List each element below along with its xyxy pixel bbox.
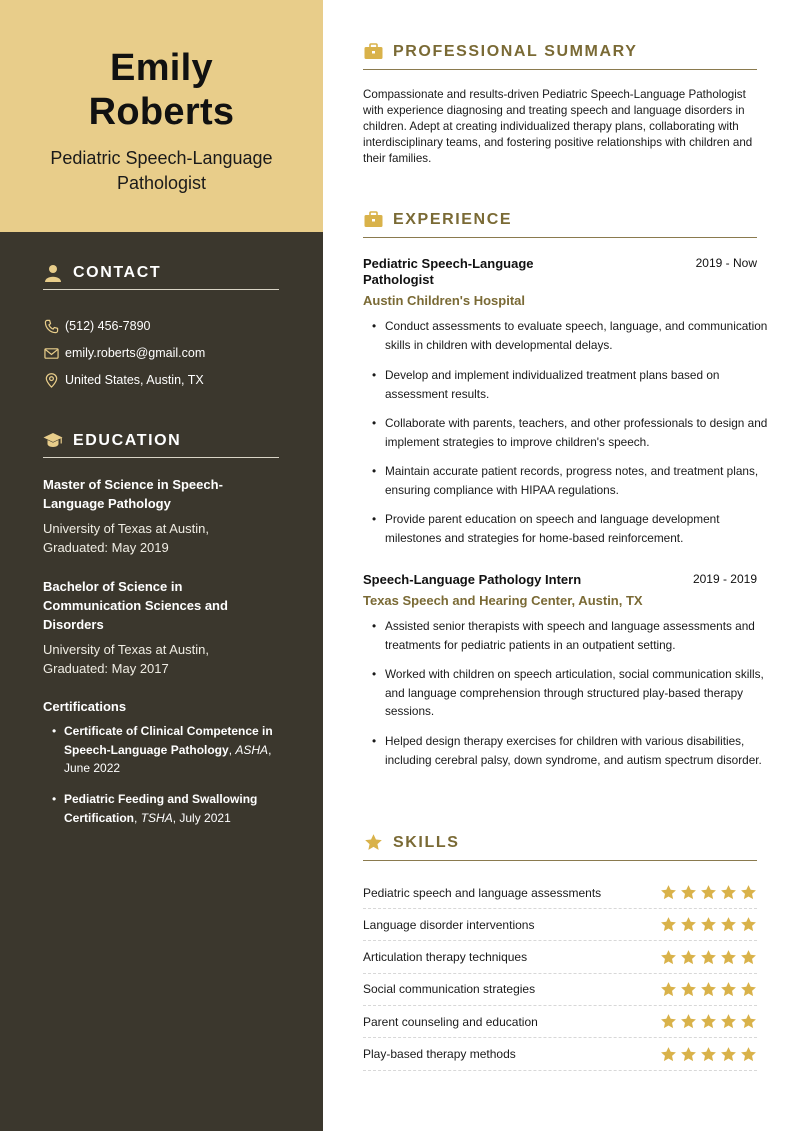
skill-row (363, 1039, 757, 1071)
phone-text: (512) 456-7890 (65, 319, 151, 333)
star-icon (720, 1013, 737, 1030)
star-icon (660, 1046, 677, 1063)
star-icon (720, 981, 737, 998)
certification-item: • Certificate of Clinical Competence in Speech-Language Pathology, ASHA, June 2022 (64, 722, 289, 778)
skills-heading-row (363, 833, 757, 861)
summary-heading: PROFESSIONAL SUMMARY (393, 42, 638, 60)
degree-1-title: Master of Science in Speech-Language Pathology (43, 477, 223, 511)
star-icon (740, 916, 757, 933)
degree-2-title: Bachelor of Science in Communication Sciences and Disorders (43, 579, 228, 632)
job-1-role: Pediatric Speech-Language Pathologist (363, 256, 534, 287)
user-icon (43, 263, 63, 283)
phone-icon (43, 318, 59, 334)
certifications-heading: Certifications (43, 699, 127, 714)
star-icon (740, 949, 757, 966)
mail-icon (43, 345, 59, 361)
contact-phone[interactable] (43, 318, 150, 334)
experience-section (363, 210, 757, 238)
star-icon (720, 916, 737, 933)
star-icon (720, 949, 737, 966)
certification-1-name: Certificate of Clinical Competence in Speech-Language Pathology (64, 724, 273, 757)
skills-heading: SKILLS (393, 833, 460, 851)
star-icon (700, 949, 717, 966)
summary-section (363, 42, 757, 70)
skill-name: Social communication strategies (363, 982, 536, 997)
education-heading-row (43, 430, 279, 458)
star-icon (680, 981, 697, 998)
skill-row (363, 877, 757, 909)
star-icon (660, 981, 677, 998)
contact-heading: CONTACT (73, 263, 162, 281)
education-section (43, 430, 279, 825)
skills-section (363, 833, 757, 861)
education-heading: EDUCATION (73, 431, 182, 449)
summary-heading-row (363, 42, 757, 70)
skill-name: Language disorder interventions (363, 917, 535, 932)
briefcase-icon (363, 210, 383, 230)
job-1-dates: 2019 - Now (695, 256, 757, 270)
contact-email[interactable] (43, 345, 205, 361)
star-icon (700, 1046, 717, 1063)
star-icon (740, 1013, 757, 1030)
job-1-bullet: • Provide parent education on speech and language development milestones and strategies for home-based reinforcement. (385, 510, 755, 547)
star-icon (660, 884, 677, 901)
star-icon (740, 981, 757, 998)
job-2-organization: Texas Speech and Hearing Center, Austin, TX (363, 593, 643, 608)
skill-name: Articulation therapy techniques (363, 950, 528, 965)
location-pin-icon (43, 372, 59, 388)
degree-1-graduated: Graduated: May 2019 (43, 540, 169, 555)
star-icon (680, 916, 697, 933)
star-icon (660, 916, 677, 933)
star-icon (720, 1046, 737, 1063)
star-icon (740, 1046, 757, 1063)
skill-name: Play-based therapy methods (363, 1047, 516, 1061)
star-icon (740, 884, 757, 901)
graduation-cap-icon (43, 431, 63, 451)
certification-2-name: Pediatric Feeding and Swallowing Certification (64, 792, 258, 825)
degree-2-school: University of Texas at Austin, (43, 642, 209, 657)
skill-rating (660, 981, 757, 998)
job-2-bullet: • Worked with children on speech articulation, social communication skills, and language comprehension through structured play-based therapy sessions. (385, 665, 765, 721)
name-header (0, 0, 323, 232)
candidate-name: Emily Roberts (88, 47, 235, 133)
skill-row (363, 909, 757, 941)
star-icon (680, 1013, 697, 1030)
star-icon (700, 884, 717, 901)
job-2-dates: 2019 - 2019 (692, 572, 757, 586)
job-1-bullet: • Develop and implement individualized treatment plans based on assessment results. (385, 366, 755, 403)
email-text: emily.roberts@gmail.com (65, 346, 206, 360)
star-icon (660, 1013, 677, 1030)
star-icon (700, 916, 717, 933)
star-icon (680, 949, 697, 966)
location-text: United States, Austin, TX (65, 373, 204, 387)
star-icon (700, 981, 717, 998)
candidate-title: Pediatric Speech-Language Pathologist (50, 148, 273, 193)
skill-rating (660, 916, 757, 933)
star-icon (680, 884, 697, 901)
job-2-role: Speech-Language Pathology Intern (363, 572, 582, 587)
skill-rating (660, 884, 757, 901)
contact-location (43, 372, 204, 388)
skill-rating (660, 1046, 757, 1063)
job-2-bullet: • Assisted senior therapists with speech and language assessments and treatments for pediatric patients in an outpatient setting. (385, 617, 765, 654)
certification-1-issuer: ASHA (235, 742, 269, 757)
star-icon (363, 833, 383, 853)
summary-text: Compassionate and results-driven Pediatric Speech-Language Pathologist with experience diagnosing and treating speech and language disorders in children. Adept at creating individualized therapy plans, collaborating with interdisciplinary teams, and fostering positive relationships with children and their families. (363, 88, 753, 165)
contact-heading-row (43, 262, 279, 290)
certification-item: • Pediatric Feeding and Swallowing Certification, TSHA, July 2021 (64, 790, 289, 827)
skill-row (363, 1006, 757, 1038)
star-icon (700, 1013, 717, 1030)
job-1-bullet: • Collaborate with parents, teachers, and other professionals to design and implement strategies to improve children's speech. (385, 414, 770, 451)
contact-section (43, 262, 279, 290)
star-icon (720, 884, 737, 901)
certification-1-date: June 2022 (64, 761, 121, 775)
skill-rating (660, 1013, 757, 1030)
skill-row (363, 942, 757, 974)
skill-row (363, 974, 757, 1006)
certification-2-issuer: TSHA (140, 810, 173, 825)
briefcase-icon (363, 42, 383, 62)
star-icon (680, 1046, 697, 1063)
job-1-organization: Austin Children's Hospital (363, 293, 525, 308)
experience-heading-row (363, 210, 757, 238)
certification-2-date: July 2021 (179, 810, 231, 825)
star-icon (660, 949, 677, 966)
job-2-bullet: • Helped design therapy exercises for children with various disabilities, including cerebral palsy, down syndrome, and autism spectrum disorder. (385, 732, 770, 769)
degree-1-school: University of Texas at Austin, (43, 521, 209, 536)
skill-name: Parent counseling and education (363, 1014, 538, 1029)
skill-name: Pediatric speech and language assessments (363, 885, 602, 900)
job-1-bullet: • Maintain accurate patient records, progress notes, and treatment plans, ensuring compliance with HIPAA regulations. (385, 462, 760, 499)
experience-heading: EXPERIENCE (393, 210, 513, 228)
skill-rating (660, 949, 757, 966)
job-1-bullet: • Conduct assessments to evaluate speech, language, and communication skills in children with developmental delays. (385, 317, 770, 354)
degree-2-graduated: Graduated: May 2017 (43, 661, 169, 676)
